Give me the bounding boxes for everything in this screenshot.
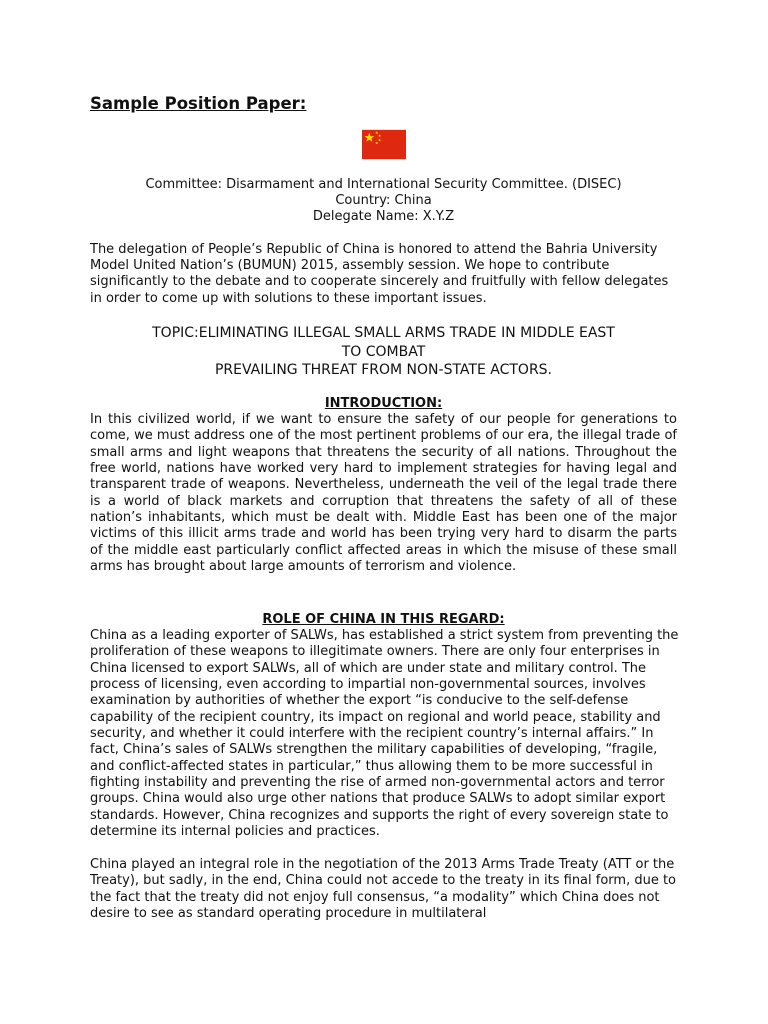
flag-field bbox=[362, 130, 406, 159]
delegate-line: Delegate Name: X.Y.Z bbox=[312, 209, 455, 224]
topic-line-2: TO COMBAT bbox=[341, 343, 426, 360]
opening-paragraph: The delegation of People’s Republic of China is honored to attend the Bahria University Model United Nation’s (BUMUN) 2015, assembly session. We hope to contribute significantly to the debate and to cooperate sincerely and fruitfully with fellow delegates in order to come up with solutions to these important issues. bbox=[90, 242, 669, 306]
topic-line-3: PREVAILING THREAT FROM NON-STATE ACTORS. bbox=[214, 362, 553, 378]
topic-line-1: TOPIC:ELIMINATING ILLEGAL SMALL ARMS TRADE IN MIDDLE EAST bbox=[152, 325, 615, 341]
role-heading: ROLE OF CHINA IN THIS REGARD: bbox=[262, 612, 505, 627]
introduction-text: In this civilized world, if we want to ensure the safety of our people for generations to come, we must address one of the most pertinent problems of our era, the illegal trade of small arms and light weapons that threatens the security of all nations. Throughout the free world, nations have worked very hard to implement strategies for having legal and transparent trade of weapons. Nevertheless, underneath the veil of the legal trade there is a world of black markets and corruption that threatens the safety of all of these nation’s inhabitants, which must be dealt with. Middle East has been one of the major victims of this illicit arms trade and world has been trying very hard to disarm the parts of the middle east particularly conflict affected areas in which the misuse of these small arms has brought about large amounts of terrorism and violence. bbox=[90, 412, 677, 575]
committee-line: Committee: Disarmament and International Security Committee. (DISEC) bbox=[145, 177, 622, 192]
introduction-heading: INTRODUCTION: bbox=[324, 396, 443, 411]
document-title: Sample Position Paper: bbox=[90, 94, 307, 113]
role-paragraph-2: China played an integral role in the negotiation of the 2013 Arms Trade Treaty (ATT or the Treaty), but sadly, in the end, China could not accede to the treaty in its final form, due to the fact that the treaty did not enjoy full consensus, “a modality” which China does not desire to see as standard operating procedure in multilateral bbox=[90, 857, 677, 922]
china-flag-icon bbox=[362, 129, 406, 160]
topic-heading bbox=[90, 324, 677, 380]
paper-header bbox=[82, 177, 685, 225]
country-line: Country: China bbox=[335, 193, 432, 208]
role-paragraph-1: China as a leading exporter of SALWs, has established a strict system from preventing the proliferation of these weapons to illegitimate owners. There are only four enterprises in China licensed to export SALWs, all of which are under state and military control. The process of licensing, even according to impartial non-governmental sources, involves examination by authorities of whether the export “is conducive to the self-defense capability of the recipient country, its impact on regional and world peace, stability and security, and whether it could interfere with the recipient country’s internal affairs.” In fact, China’s sales of SALWs strengthen the military capabilities of developing, “fragile, and conflict-affected states in particular,” thus allowing them to be more successful in fighting instability and preventing the rise of armed non-governmental actors and terror groups. China would also urge other nations that produce SALWs to adopt similar export standards. However, China recognizes and supports the right of every sovereign state to determine its internal policies and practices. bbox=[90, 628, 679, 840]
